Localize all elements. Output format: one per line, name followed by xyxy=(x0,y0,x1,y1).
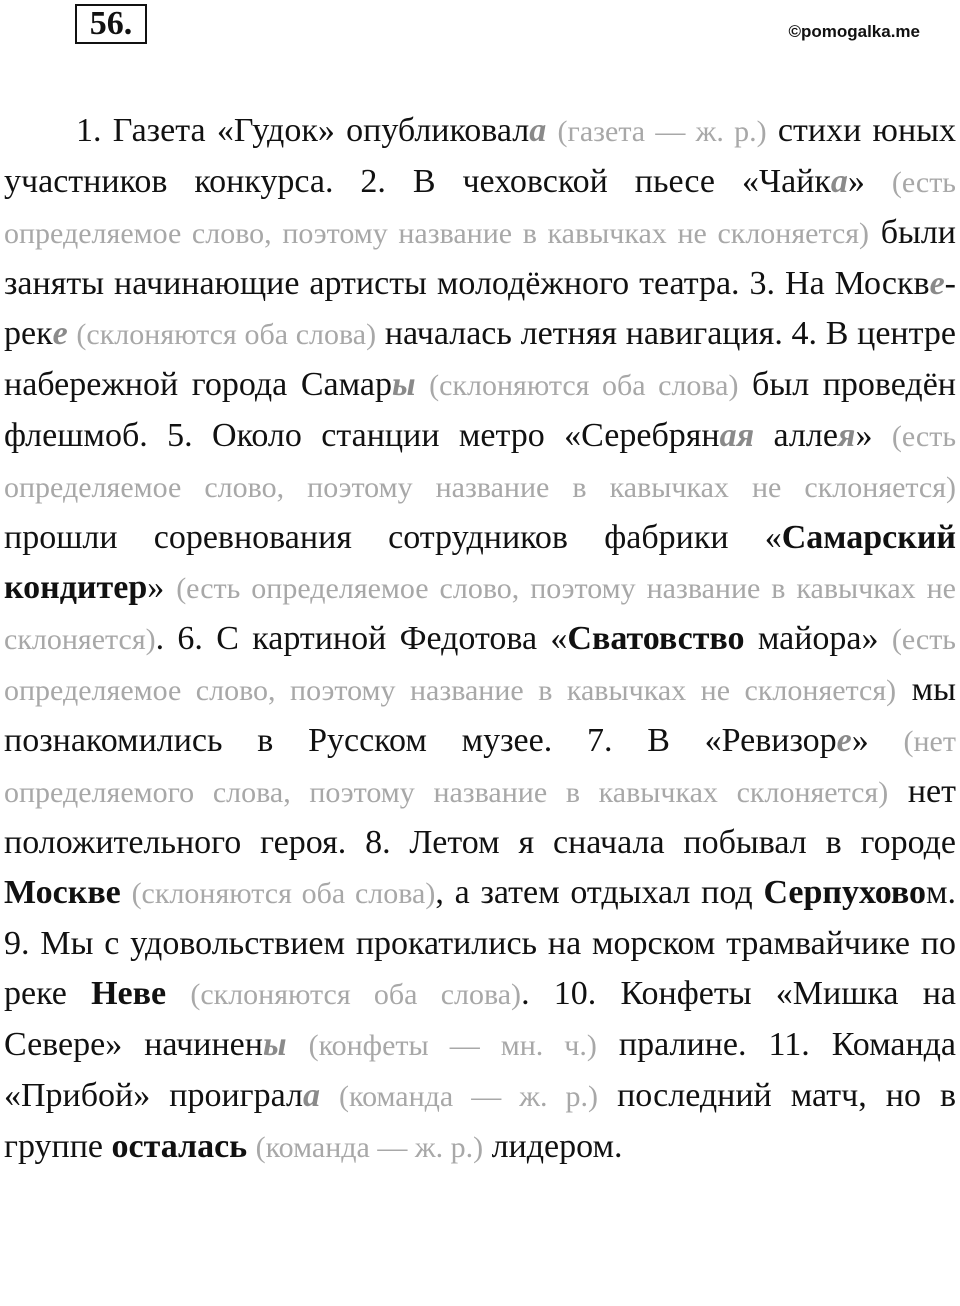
text-run: » xyxy=(851,722,904,759)
bold-word: Самарский кондитер xyxy=(4,519,956,606)
text-run: » xyxy=(147,569,177,606)
text-run: были заняты начинающие артисты молодёжного театра. 3. На Москв xyxy=(4,214,956,302)
highlighted-ending: ая xyxy=(719,417,755,454)
watermark: ©pomogalka.me xyxy=(788,22,920,41)
text-run: пралине. 11. Команда «Прибой» проиграл xyxy=(4,1026,957,1114)
highlighted-ending: а xyxy=(529,112,547,149)
text-run: . 10. Конфеты «Мишка на Севере» начинен xyxy=(4,975,956,1063)
highlighted-ending: е xyxy=(929,265,945,302)
text-run xyxy=(247,1128,256,1165)
highlighted-ending: ы xyxy=(262,1026,287,1063)
text-run: » xyxy=(847,163,892,200)
grammar-note: (есть определяемое слово, поэтому название в кавычках не склоняется) xyxy=(4,572,957,656)
highlighted-ending: а xyxy=(302,1077,320,1114)
text-run xyxy=(416,366,430,403)
bold-word: Москве xyxy=(4,874,121,911)
grammar-note: (есть определяемое слово, поэтому название в кавычках не склоняется) xyxy=(4,420,957,504)
text-run: м. 9. Мы с удовольствием прокатились на морском трамвайчике по реке xyxy=(4,874,956,1012)
grammar-note: (газета — ж. р.) xyxy=(557,115,767,148)
bold-word: Сватовство xyxy=(567,620,745,657)
grammar-note: (команда — ж. р.) xyxy=(255,1131,484,1164)
bold-word: Неве xyxy=(91,975,167,1012)
text-run: алле xyxy=(754,417,838,454)
text-run: » xyxy=(855,417,892,454)
text-run xyxy=(320,1077,339,1114)
text-run xyxy=(287,1026,309,1063)
highlighted-ending: а xyxy=(830,163,848,200)
text-run: мы познакомились в Русском музее. 7. В «Ревизор xyxy=(4,671,956,759)
bold-word: осталась xyxy=(111,1128,248,1165)
text-run: стихи юных участников конкурса. 2. В чеховской пьесе «Чайк xyxy=(4,112,956,200)
highlighted-ending: я xyxy=(837,417,856,454)
text-run xyxy=(121,874,132,911)
grammar-note: (склоняются оба слова) xyxy=(131,877,436,910)
text-run: -рек xyxy=(4,265,956,352)
grammar-note: (склоняются оба слова) xyxy=(429,369,739,402)
text-run: последний матч, но в группе xyxy=(4,1077,957,1165)
text-run: прошли соревнования сотрудников фабрики « xyxy=(4,519,782,556)
grammar-note: (склоняются оба слова) xyxy=(76,318,377,351)
exercise-number: 56. xyxy=(75,4,147,44)
bold-word: Серпухово xyxy=(763,874,926,911)
text-run: началась летняя навигация. 4. В центре набережной города Самар xyxy=(4,315,956,403)
highlighted-ending: ы xyxy=(391,366,416,403)
grammar-note: (конфеты — мн. ч.) xyxy=(308,1029,597,1062)
text-run xyxy=(546,112,557,149)
grammar-note: (есть определяемое слово, поэтому название в кавычках не склоняется) xyxy=(4,166,956,250)
text-run: лидером. xyxy=(483,1128,623,1165)
highlighted-ending: е xyxy=(836,722,852,759)
highlighted-ending: е xyxy=(52,315,68,352)
answer-paragraph xyxy=(4,106,956,1173)
text-run: 1. Газета «Гудок» опубликовал xyxy=(76,112,530,149)
text-run: был проведён флешмоб. 5. Около станции метро «Серебрян xyxy=(4,366,956,454)
grammar-note: (склоняются оба слова) xyxy=(190,978,522,1011)
grammar-note: (есть определяемое слово, поэтому название в кавычках не склоняется) xyxy=(4,623,956,707)
grammar-note: (команда — ж. р.) xyxy=(339,1080,599,1113)
text-run: нет положительного героя. 8. Летом я сначала побывал в городе xyxy=(4,773,957,861)
grammar-note: (нет определяемого слова, поэтому название в кавычках склоняется) xyxy=(4,725,956,809)
text-run: . 6. С картиной Федотова « xyxy=(155,620,568,657)
text-run xyxy=(166,975,190,1012)
text-run: майора» xyxy=(744,620,892,657)
text-run: , а затем отдыхал под xyxy=(435,874,764,911)
